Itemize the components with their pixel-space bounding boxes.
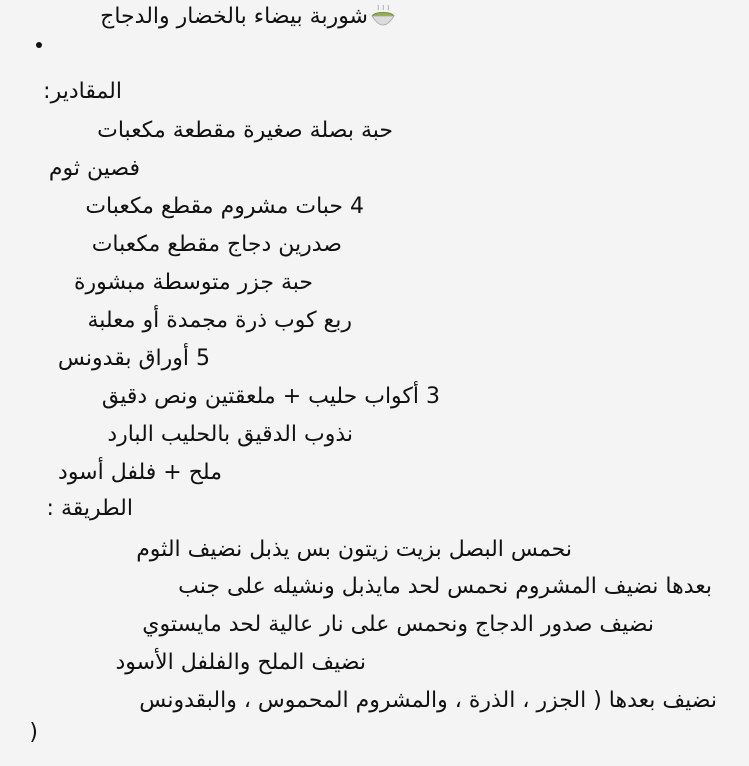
ingredient-item: ملح + فلفل أسود [58,460,222,485]
bullet-dot [36,42,42,48]
method-step: نحمس البصل بزيت زيتون بس يذبل نضيف الثوم [136,537,572,562]
method-step: نضيف الملح والفلفل الأسود [115,650,366,675]
recipe-title: شوربة بيضاء بالخضار والدجاج [100,4,368,29]
method-step: ) [29,720,38,745]
ingredient-item: 4 حبات مشروم مقطع مكعبات [85,194,364,219]
recipe-title-row [100,0,400,34]
method-heading: الطريقة : [46,496,133,521]
ingredient-item: حبة بصلة صغيرة مقطعة مكعبات [97,118,393,143]
soup-bowl-icon [370,4,396,30]
ingredient-item: 3 أكواب حليب + ملعقتين ونص دقيق [101,384,440,409]
ingredient-item: 5 أوراق بقدونس [57,346,210,371]
method-step: بعدها نضيف المشروم نحمس لحد مايذبل ونشيله على جنب [178,574,712,599]
ingredient-item: حبة جزر متوسطة مبشورة [73,270,313,295]
ingredient-item: نذوب الدقيق بالحليب البارد [107,422,353,447]
method-step: نضيف صدور الدجاج ونحمس على نار عالية لحد مايستوي [142,612,654,637]
method-step: نضيف بعدها ( الجزر ، الذرة ، والمشروم المحموس ، والبقدونس [139,688,717,713]
ingredient-item: فصين ثوم [48,156,140,181]
ingredient-item: ربع كوب ذرة مجمدة أو معلبة [87,308,352,333]
ingredients-heading: المقادير: [43,79,122,104]
ingredient-item: صدرين دجاج مقطع مكعبات [91,232,342,257]
